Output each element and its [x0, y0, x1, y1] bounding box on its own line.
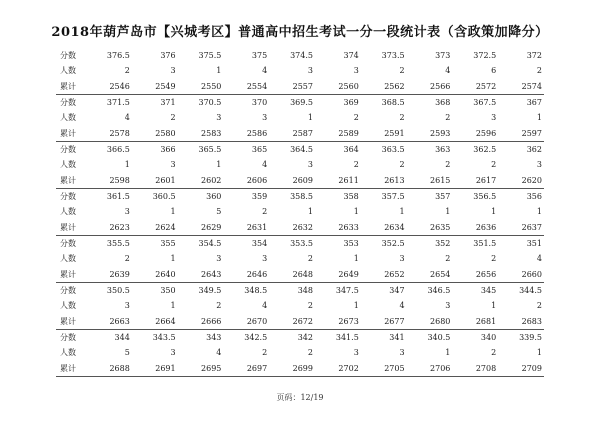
cumulative-cell: 2550: [201, 81, 222, 91]
cumulative-cell: 2708: [475, 363, 497, 373]
count-cell: 2: [353, 160, 359, 170]
cumulative-cell: 2598: [109, 175, 130, 185]
score-cell: 362.5: [473, 145, 497, 155]
cumulative-cell: 2566: [430, 81, 451, 91]
count-row: [56, 157, 544, 172]
count-cell: 1: [353, 254, 359, 264]
score-cell: 354.5: [198, 239, 222, 249]
cumulative-row: [56, 220, 544, 235]
row-label: 分数: [60, 239, 76, 249]
score-row: [56, 236, 544, 251]
score-cell: 368.5: [381, 98, 405, 108]
score-cell: 352.5: [381, 239, 405, 249]
count-cell: 1: [536, 113, 542, 123]
score-cell: 375.5: [198, 51, 222, 61]
row-label: 分数: [60, 192, 76, 202]
score-cell: 347: [389, 286, 405, 296]
count-cell: 1: [353, 207, 359, 217]
count-cell: 2: [536, 66, 542, 76]
table-block: [56, 283, 544, 330]
count-cell: 4: [445, 66, 451, 76]
row-label: 累计: [60, 128, 76, 138]
score-row: [56, 283, 544, 298]
cumulative-cell: 2593: [430, 128, 451, 138]
row-label: 分数: [60, 333, 76, 343]
cumulative-cell: 2574: [521, 81, 542, 91]
score-cell: 340: [480, 333, 497, 343]
count-cell: 6: [491, 66, 497, 76]
table-block: [56, 48, 544, 95]
count-cell: 2: [124, 254, 130, 264]
cumulative-cell: 2634: [384, 222, 405, 232]
cumulative-cell: 2643: [201, 269, 222, 279]
row-label: 分数: [60, 286, 76, 296]
cumulative-cell: 2672: [292, 316, 313, 326]
row-label: 人数: [60, 207, 76, 217]
count-cell: 5: [124, 348, 130, 358]
score-cell: 342: [297, 333, 313, 343]
count-cell: 1: [307, 113, 313, 123]
row-label: 累计: [60, 175, 76, 185]
cumulative-cell: 2623: [109, 222, 130, 232]
cumulative-cell: 2591: [384, 128, 405, 138]
score-cell: 355.5: [106, 239, 130, 249]
score-cell: 349.5: [198, 286, 222, 296]
page-title: 2018年葫芦岛市【兴城考区】普通高中招生考试一分一段统计表（含政策加降分）: [51, 25, 549, 40]
cumulative-cell: 2666: [201, 316, 222, 326]
score-cell: 348: [297, 286, 313, 296]
score-cell: 371.5: [106, 98, 130, 108]
score-cell: 347.5: [335, 286, 359, 296]
score-cell: 356.5: [473, 192, 497, 202]
count-cell: 2: [445, 160, 451, 170]
cumulative-row: [56, 267, 544, 282]
count-cell: 1: [216, 66, 222, 76]
count-cell: 2: [307, 301, 313, 311]
count-cell: 2: [399, 160, 405, 170]
count-cell: 3: [353, 348, 359, 358]
cumulative-cell: 2615: [430, 175, 451, 185]
count-cell: 4: [262, 160, 268, 170]
count-cell: 2: [399, 113, 405, 123]
cumulative-cell: 2654: [430, 269, 451, 279]
score-row: [56, 142, 544, 157]
score-cell: 342.5: [244, 333, 268, 343]
cumulative-cell: 2660: [521, 269, 542, 279]
row-label: 人数: [60, 160, 76, 170]
count-cell: 1: [170, 254, 176, 264]
count-cell: 2: [491, 160, 497, 170]
table-block: [56, 189, 544, 236]
cumulative-cell: 2554: [246, 81, 268, 91]
score-cell: 364.5: [290, 145, 313, 155]
table-block: [56, 95, 544, 142]
score-cell: 360: [206, 192, 222, 202]
page-number: 页码：12/19: [276, 393, 324, 402]
count-cell: 3: [124, 301, 130, 311]
score-cell: 374.5: [290, 51, 313, 61]
count-cell: 3: [491, 113, 497, 123]
score-cell: 357.5: [381, 192, 405, 202]
count-cell: 5: [216, 207, 222, 217]
cumulative-cell: 2633: [338, 222, 359, 232]
score-cell: 366: [160, 145, 176, 155]
cumulative-cell: 2557: [292, 81, 313, 91]
score-cell: 353: [343, 239, 359, 249]
score-cell: 350.5: [106, 286, 130, 296]
cumulative-cell: 2617: [475, 175, 497, 185]
cumulative-cell: 2578: [109, 128, 130, 138]
cumulative-cell: 2681: [475, 316, 497, 326]
cumulative-cell: 2632: [292, 222, 313, 232]
count-cell: 4: [262, 301, 268, 311]
cumulative-cell: 2596: [475, 128, 497, 138]
score-cell: 367: [526, 98, 542, 108]
score-cell: 354: [251, 239, 268, 249]
count-cell: 1: [307, 207, 313, 217]
score-cell: 371: [160, 98, 176, 108]
cumulative-cell: 2560: [338, 81, 359, 91]
cumulative-cell: 2601: [155, 175, 176, 185]
cumulative-cell: 2636: [475, 222, 497, 232]
score-cell: 348.5: [244, 286, 268, 296]
cumulative-cell: 2624: [155, 222, 176, 232]
score-cell: 370.5: [198, 98, 222, 108]
score-cell: 362: [526, 145, 542, 155]
score-cell: 343: [206, 333, 222, 343]
score-cell: 370: [251, 98, 268, 108]
cumulative-cell: 2688: [109, 363, 130, 373]
count-cell: 3: [170, 66, 176, 76]
cumulative-cell: 2583: [201, 128, 222, 138]
cumulative-cell: 2609: [292, 175, 313, 185]
cumulative-row: [56, 173, 544, 188]
cumulative-cell: 2613: [384, 175, 405, 185]
score-cell: 375: [251, 51, 268, 61]
score-cell: 368: [435, 98, 451, 108]
score-cell: 356: [526, 192, 542, 202]
cumulative-cell: 2562: [384, 81, 405, 91]
cumulative-cell: 2639: [109, 269, 130, 279]
cumulative-cell: 2683: [521, 316, 542, 326]
cumulative-cell: 2697: [246, 363, 268, 373]
score-cell: 340.5: [427, 333, 451, 343]
table-block: [56, 236, 544, 283]
count-cell: 1: [170, 301, 176, 311]
cumulative-row: [56, 361, 544, 376]
cumulative-cell: 2587: [292, 128, 313, 138]
score-cell: 352: [435, 239, 451, 249]
score-cell: 344: [114, 333, 130, 343]
count-cell: 2: [216, 301, 222, 311]
count-cell: 3: [216, 113, 222, 123]
cumulative-cell: 2602: [201, 175, 222, 185]
cumulative-cell: 2635: [430, 222, 451, 232]
count-cell: 4: [399, 301, 405, 311]
row-label: 人数: [60, 348, 76, 358]
count-cell: 4: [262, 66, 268, 76]
count-row: [56, 251, 544, 266]
count-cell: 3: [170, 348, 176, 358]
cumulative-cell: 2656: [475, 269, 497, 279]
count-cell: 1: [491, 301, 497, 311]
row-label: 分数: [60, 51, 76, 61]
row-label: 人数: [60, 301, 76, 311]
count-cell: 3: [307, 160, 313, 170]
count-cell: 2: [399, 66, 405, 76]
count-cell: 1: [170, 207, 176, 217]
score-cell: 363: [435, 145, 451, 155]
table-block: [56, 142, 544, 189]
cumulative-cell: 2680: [430, 316, 451, 326]
count-cell: 2: [307, 348, 313, 358]
score-cell: 350: [160, 286, 176, 296]
count-cell: 3: [307, 66, 313, 76]
count-cell: 3: [536, 160, 542, 170]
cumulative-cell: 2637: [521, 222, 542, 232]
count-cell: 2: [170, 113, 176, 123]
row-label: 分数: [60, 145, 76, 155]
cumulative-cell: 2649: [338, 269, 359, 279]
count-row: [56, 204, 544, 219]
cumulative-cell: 2589: [338, 128, 359, 138]
score-cell: 372: [526, 51, 542, 61]
count-cell: 3: [170, 160, 176, 170]
cumulative-cell: 2673: [338, 316, 359, 326]
score-row: [56, 48, 544, 63]
cumulative-cell: 2572: [475, 81, 497, 91]
count-cell: 3: [353, 66, 359, 76]
cumulative-cell: 2652: [384, 269, 405, 279]
count-row: [56, 298, 544, 313]
score-cell: 345: [480, 286, 497, 296]
score-cell: 373.5: [381, 51, 405, 61]
count-cell: 4: [124, 113, 130, 123]
cumulative-cell: 2620: [521, 175, 542, 185]
score-cell: 355: [160, 239, 176, 249]
cumulative-cell: 2670: [246, 316, 268, 326]
cumulative-cell: 2611: [338, 175, 359, 185]
count-cell: 1: [491, 207, 497, 217]
score-cell: 358.5: [290, 192, 313, 202]
score-cell: 351: [526, 239, 542, 249]
count-cell: 1: [124, 160, 130, 170]
count-cell: 2: [536, 301, 542, 311]
score-row: [56, 330, 544, 345]
score-cell: 372.5: [473, 51, 497, 61]
cumulative-cell: 2631: [246, 222, 268, 232]
score-cell: 344.5: [519, 286, 542, 296]
row-label: 累计: [60, 269, 76, 279]
cumulative-cell: 2699: [292, 363, 313, 373]
count-cell: 4: [536, 254, 542, 264]
count-cell: 4: [216, 348, 222, 358]
cumulative-row: [56, 314, 544, 329]
score-cell: 343.5: [152, 333, 176, 343]
cumulative-cell: 2702: [338, 363, 359, 373]
count-cell: 2: [491, 348, 497, 358]
count-cell: 1: [536, 207, 542, 217]
row-label: 累计: [60, 316, 76, 326]
score-cell: 369.5: [290, 98, 313, 108]
cumulative-cell: 2640: [155, 269, 176, 279]
cumulative-cell: 2549: [155, 81, 176, 91]
cumulative-cell: 2691: [155, 363, 176, 373]
count-cell: 1: [353, 301, 359, 311]
score-row: [56, 189, 544, 204]
count-cell: 1: [536, 348, 542, 358]
row-label: 人数: [60, 254, 76, 264]
count-cell: 3: [262, 113, 268, 123]
row-label: 累计: [60, 222, 76, 232]
row-label: 累计: [60, 363, 76, 373]
count-cell: 2: [353, 113, 359, 123]
score-cell: 364: [343, 145, 359, 155]
row-label: 分数: [60, 98, 76, 108]
cumulative-cell: 2629: [201, 222, 222, 232]
score-cell: 339.5: [519, 333, 542, 343]
count-cell: 3: [124, 207, 130, 217]
score-cell: 346.5: [427, 286, 451, 296]
cumulative-row: [56, 126, 544, 141]
cumulative-cell: 2648: [292, 269, 313, 279]
count-cell: 2: [445, 254, 451, 264]
score-cell: 353.5: [290, 239, 313, 249]
score-cell: 359: [251, 192, 268, 202]
score-cell: 363.5: [381, 145, 405, 155]
score-cell: 376: [160, 51, 176, 61]
count-cell: 3: [216, 254, 222, 264]
cumulative-row: [56, 79, 544, 94]
count-cell: 2: [307, 254, 313, 264]
count-cell: 2: [262, 348, 268, 358]
cumulative-cell: 2709: [521, 363, 542, 373]
row-label: 累计: [60, 81, 76, 91]
cumulative-cell: 2546: [109, 81, 130, 91]
row-label: 人数: [60, 113, 76, 123]
cumulative-cell: 2705: [384, 363, 405, 373]
cumulative-cell: 2695: [201, 363, 222, 373]
score-row: [56, 95, 544, 110]
score-cell: 360.5: [152, 192, 176, 202]
cumulative-cell: 2706: [430, 363, 451, 373]
score-cell: 366.5: [106, 145, 130, 155]
count-cell: 2: [445, 113, 451, 123]
score-cell: 369: [343, 98, 359, 108]
score-cell: 361.5: [106, 192, 130, 202]
count-cell: 1: [399, 207, 405, 217]
score-cell: 374: [343, 51, 359, 61]
score-cell: 376.5: [106, 51, 130, 61]
score-cell: 341.5: [335, 333, 359, 343]
count-cell: 3: [445, 301, 451, 311]
score-cell: 351.5: [473, 239, 497, 249]
count-row: [56, 110, 544, 125]
score-cell: 365.5: [198, 145, 222, 155]
score-cell: 365: [251, 145, 268, 155]
cumulative-cell: 2597: [521, 128, 542, 138]
score-cell: 341: [389, 333, 405, 343]
cumulative-cell: 2646: [246, 269, 268, 279]
row-label: 人数: [60, 66, 76, 76]
count-row: [56, 345, 544, 360]
count-cell: 1: [445, 348, 451, 358]
score-cell: 367.5: [473, 98, 497, 108]
cumulative-cell: 2677: [384, 316, 405, 326]
cumulative-cell: 2580: [155, 128, 176, 138]
count-cell: 3: [262, 254, 268, 264]
cumulative-cell: 2586: [246, 128, 268, 138]
count-cell: 2: [491, 254, 497, 264]
score-cell: 358: [343, 192, 359, 202]
count-cell: 2: [124, 66, 130, 76]
cumulative-cell: 2663: [109, 316, 130, 326]
count-cell: 3: [399, 348, 405, 358]
score-cell: 357: [435, 192, 451, 202]
count-cell: 1: [216, 160, 222, 170]
score-distribution-table: [56, 48, 544, 377]
count-cell: 3: [399, 254, 405, 264]
count-cell: 2: [262, 207, 268, 217]
cumulative-cell: 2606: [246, 175, 268, 185]
count-row: [56, 63, 544, 78]
table-block: [56, 330, 544, 377]
cumulative-cell: 2664: [155, 316, 176, 326]
count-cell: 1: [445, 207, 451, 217]
score-cell: 373: [435, 51, 451, 61]
